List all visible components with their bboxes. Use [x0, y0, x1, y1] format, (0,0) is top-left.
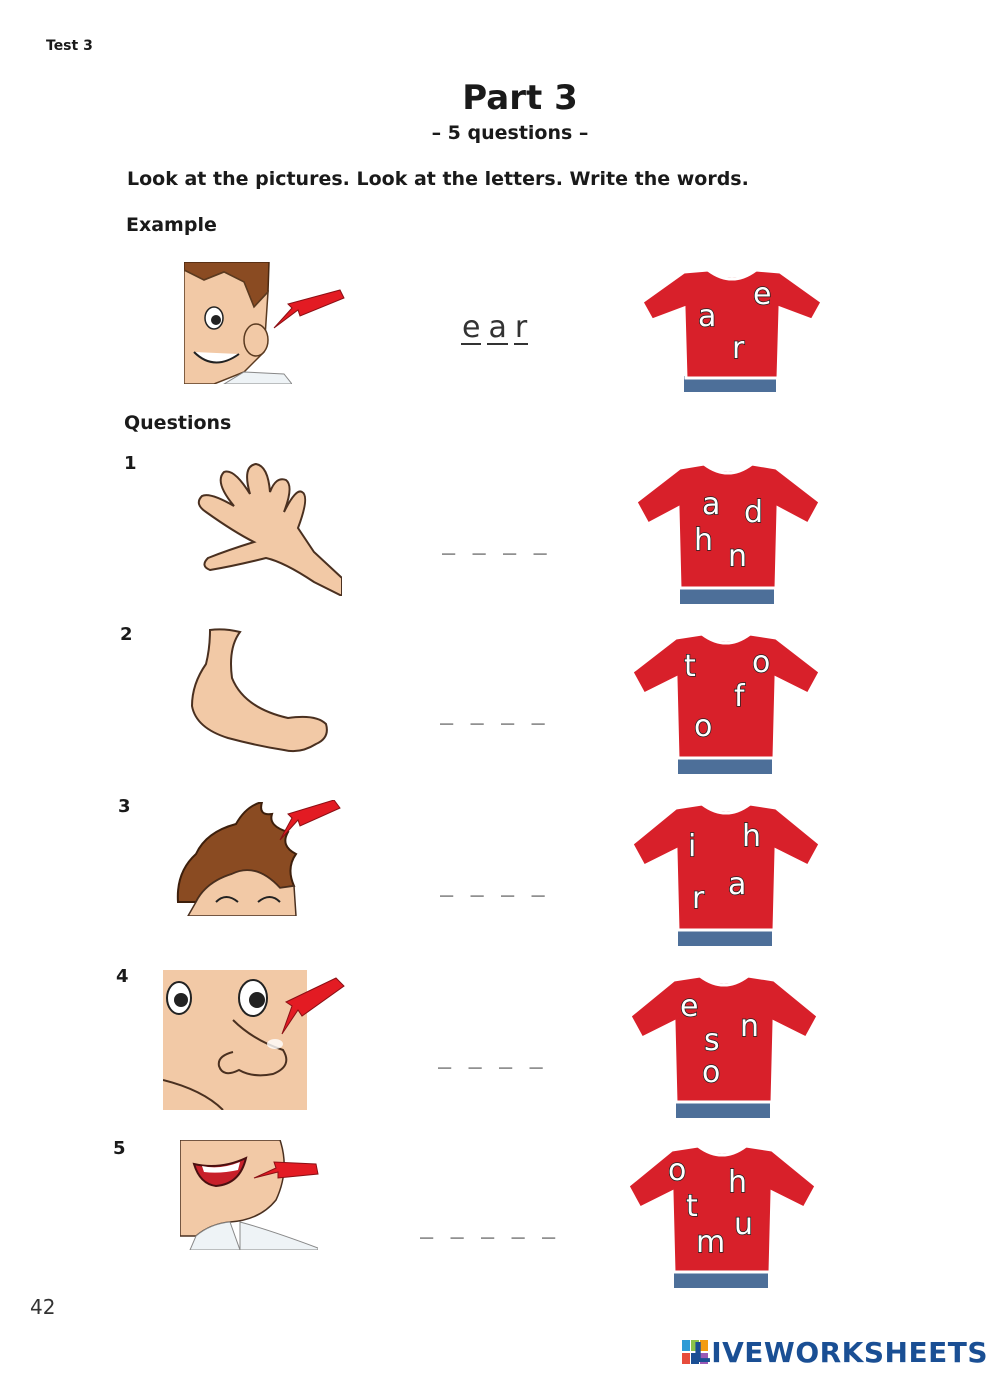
- test-label: Test 3: [46, 38, 93, 54]
- shirt-letter: d: [744, 495, 764, 530]
- example-answer-letter: e: [462, 310, 481, 345]
- question-number: 5: [113, 1138, 126, 1159]
- mouth-arrow-icon: [252, 1160, 320, 1186]
- page-title: Part 3: [462, 78, 578, 118]
- shirt-letter: e: [753, 277, 772, 312]
- shirt-letter: e: [680, 989, 699, 1024]
- hair-arrow-icon: [276, 800, 342, 846]
- foot-picture: [188, 628, 332, 756]
- shirt-letter: t: [684, 649, 696, 684]
- example-answer: [458, 310, 531, 345]
- question-number: 3: [118, 796, 131, 817]
- question-shirt: [628, 632, 824, 774]
- shirt-letter: u: [734, 1207, 754, 1242]
- shirt-letter: i: [688, 829, 697, 864]
- question-shirt: [632, 462, 824, 604]
- answer-blank[interactable]: _ _ _ _ _: [420, 1214, 558, 1239]
- shirt-letter: o: [694, 709, 713, 744]
- shirt-letter: t: [686, 1189, 698, 1224]
- question-number: 4: [116, 966, 129, 987]
- shirt-letter: h: [694, 523, 714, 558]
- shirt-letter: f: [734, 679, 745, 714]
- shirt-letter: a: [728, 867, 747, 902]
- shirt-letter: o: [702, 1055, 721, 1090]
- question-shirt: [626, 974, 822, 1118]
- shirt-letter: r: [692, 881, 705, 916]
- shirt-letter: r: [732, 331, 745, 366]
- mouth-picture: [180, 1140, 318, 1250]
- shirt-letter: a: [698, 299, 717, 334]
- shirt-letter: m: [696, 1225, 726, 1260]
- example-arrow-icon: [270, 288, 346, 334]
- example-label: Example: [126, 214, 217, 236]
- shirt-letter: h: [728, 1165, 748, 1200]
- answer-blank[interactable]: _ _ _ _: [440, 872, 547, 897]
- shirt-letter: n: [740, 1009, 760, 1044]
- shirt-letter: o: [668, 1153, 687, 1188]
- question-number: 1: [124, 453, 137, 474]
- hand-picture: [194, 462, 342, 596]
- answer-blank[interactable]: _ _ _ _: [440, 700, 547, 725]
- page-number: 42: [30, 1295, 56, 1319]
- shirt-letter: h: [742, 819, 762, 854]
- shirt-letter: o: [752, 645, 771, 680]
- shirt-letter: a: [702, 487, 721, 522]
- question-shirt: [624, 1144, 820, 1288]
- shirt-letter: s: [704, 1023, 720, 1058]
- instruction-text: Look at the pictures. Look at the letters. Write the words.: [127, 168, 749, 190]
- answer-blank[interactable]: _ _ _ _: [442, 530, 549, 555]
- example-answer-letter: r: [514, 310, 528, 345]
- question-number: 2: [120, 624, 133, 645]
- questions-label: Questions: [124, 412, 232, 434]
- shirt-letter: n: [728, 539, 748, 574]
- brand-name: LIVEWORKSHEETS: [692, 1336, 988, 1369]
- page-subtitle: – 5 questions –: [431, 122, 589, 144]
- example-shirt: [636, 268, 828, 392]
- question-shirt: [628, 802, 824, 946]
- nose-arrow-icon: [278, 976, 348, 1038]
- answer-blank[interactable]: _ _ _ _: [438, 1044, 545, 1069]
- example-answer-letter: a: [488, 310, 507, 345]
